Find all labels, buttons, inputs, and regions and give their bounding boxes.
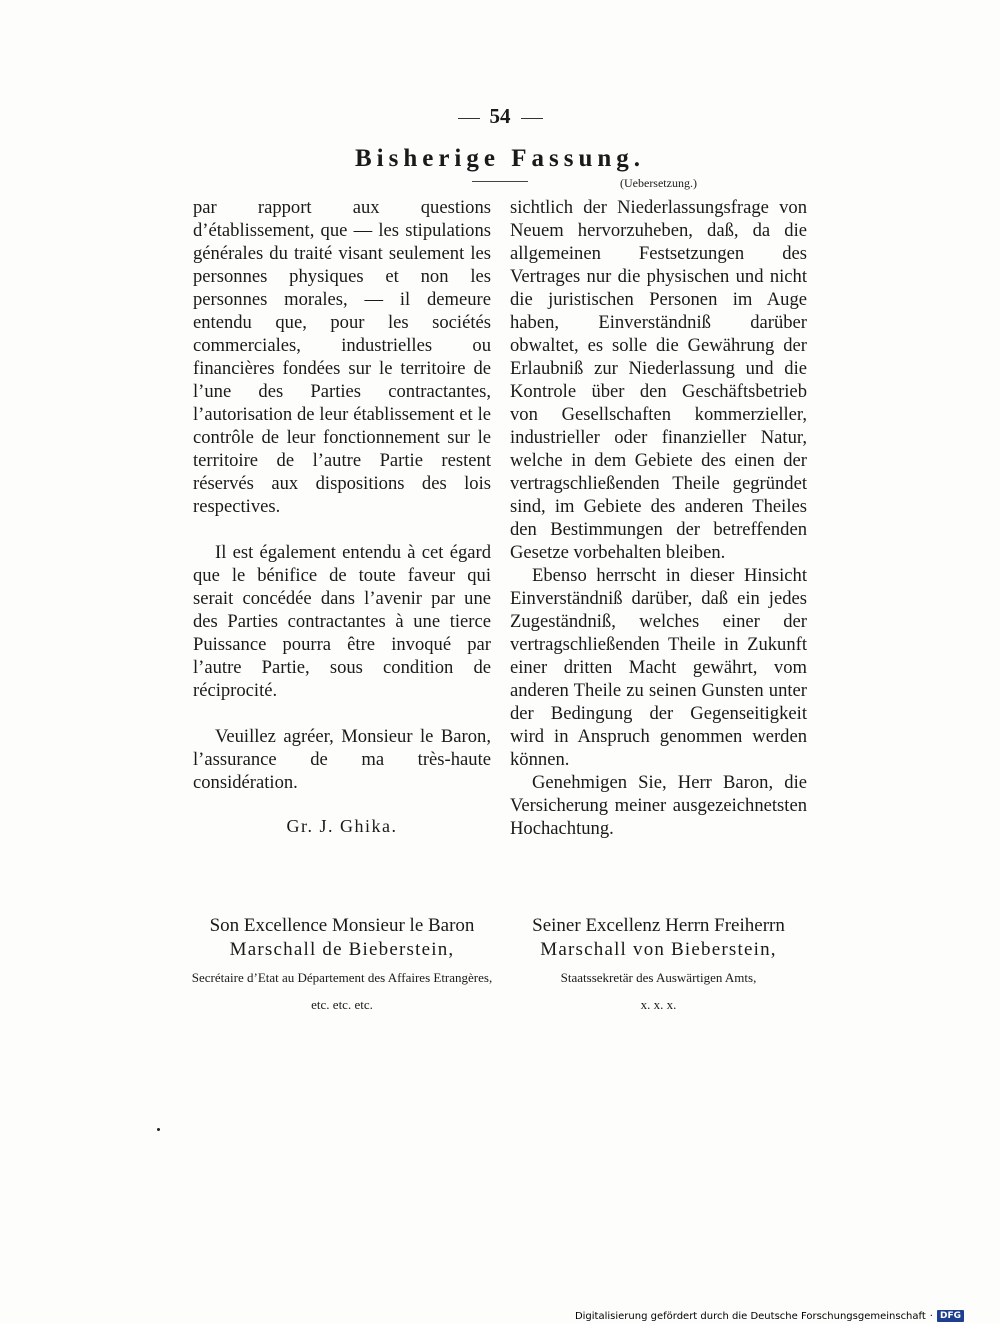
french-address-line1: Son Excellence Monsieur le Baron xyxy=(209,915,475,936)
footer-text: Digitalisierung gefördert durch die Deutsche Forschungsgemeinschaft xyxy=(574,1310,926,1322)
german-address-line2: Marschall von Bieberstein, xyxy=(540,939,777,960)
french-paragraph-1: par rapport aux questions d’établissement, que — les stipulations générales du traité visant seulement les personnes physiques et non les personnes morales, — il demeure entendu que, pour les sociétés commerciales, industrielles ou financières fondées sur le territoire de l’une des Parties contractantes, l’autorisation de leur établissement et le contrôle de leur fonctionnement sur le territoire de l’autre Partie restent réservés aux dispositions des lois respectives. xyxy=(193,197,491,517)
french-address-block xyxy=(183,914,501,1014)
ink-speck xyxy=(157,1128,160,1131)
dash-right xyxy=(521,118,543,119)
dash-left xyxy=(458,118,480,119)
section-heading: Bisherige Fassung. xyxy=(354,145,646,172)
translation-note: (Uebersetzung.) xyxy=(620,176,697,190)
german-paragraph-2: Ebenso herrscht in dieser Hinsicht Einverständniß darüber, daß ein jedes Zugeständniß, welches einer der vertragschließenden Theile in Zukunft einer dritten Macht gewährt, vom anderen Theile zu seinen Gunsten unter der Bedingung der Gegenseitigkeit wird in Anspruch genommen werden können. xyxy=(510,565,807,770)
german-address-block xyxy=(510,914,807,1014)
german-column xyxy=(510,196,807,840)
paragraph-gap xyxy=(193,702,491,725)
dfg-logo-icon: DFG xyxy=(937,1310,964,1322)
german-address-title: Staatssekretär des Auswärtigen Amts, xyxy=(560,970,757,985)
heading-rule xyxy=(472,181,528,182)
french-address-line2: Marschall de Bieberstein, xyxy=(229,939,455,960)
french-paragraph-2: Il est également entendu à cet égard que le bénifice de toute faveur qui serait concédée dans l’avenir par une des Parties contractantes à une tierce Puissance pourra être invoqué par l’autre Partie, sous condition de réciprocité. xyxy=(193,542,491,701)
french-paragraph-3: Veuillez agréer, Monsieur le Baron, l’assurance de ma très-haute considération. xyxy=(193,726,491,793)
german-paragraph-3: Genehmigen Sie, Herr Baron, die Versicherung meiner ausgezeichnetsten Hochachtung. xyxy=(510,772,807,839)
german-paragraph-1: sichtlich der Niederlassungsfrage von Neuem hervorzuheben, daß, da die allgemeinen Festsetzungen des Vertrages nur die physischen und nicht die juristischen Personen im Auge haben, Einverständniß darüber obwaltet, es solle die Gewährung der Erlaubniß zur Niederlassung und die Kontrole über den Geschäftsbetrieb von Gesellschaften kommerzieller, industrieller oder finanzieller Natur, welche in dem Gebiete des einen der vertragschließenden Theile gegründet sind, im Gebiete des anderen Theiles den Bestimmungen der betreffenden Gesetze vorbehalten bleiben. xyxy=(510,197,807,563)
german-address-etc: x. x. x. xyxy=(640,997,677,1012)
footer-separator: · xyxy=(929,1310,933,1322)
signature: Gr. J. Ghika. xyxy=(286,816,398,836)
german-address-line1: Seiner Excellenz Herrn Freiherrn xyxy=(532,915,785,936)
page-number xyxy=(0,104,1000,134)
french-address-etc: etc. etc. etc. xyxy=(311,997,373,1012)
footer-credit xyxy=(575,1310,964,1322)
page-number-text: 54 xyxy=(489,104,511,128)
paragraph-gap xyxy=(193,518,491,541)
french-address-title: Secrétaire d’Etat au Département des Affaires Etrangères, xyxy=(191,970,493,985)
french-column xyxy=(193,196,491,794)
